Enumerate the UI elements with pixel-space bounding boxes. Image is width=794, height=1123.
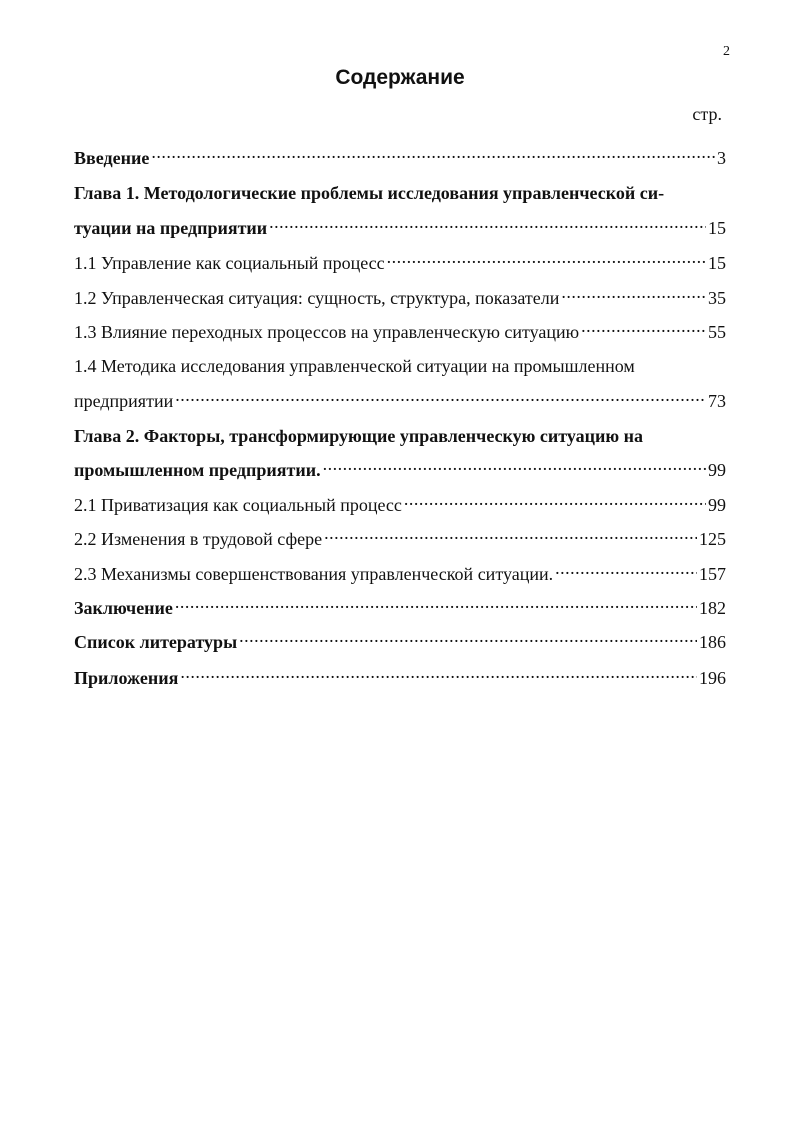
toc-entry-title: туации на предприятии	[74, 218, 268, 238]
toc-entry[interactable]	[74, 175, 726, 203]
toc-leader-dots	[180, 660, 697, 684]
toc-leader-dots	[175, 383, 706, 407]
toc-leader-dots	[175, 590, 697, 614]
toc-leader-dots	[323, 452, 706, 476]
toc-entry-title: 2.2 Изменения в трудовой сфере	[74, 529, 323, 549]
toc-entry[interactable]	[74, 556, 726, 584]
toc-entry[interactable]	[74, 314, 726, 342]
toc-entry-title: промышленном предприятии.	[74, 460, 321, 480]
toc-leader-dots	[269, 210, 706, 234]
toc-entry-title: 1.4 Методика исследования управленческой ситуации на промышленном	[74, 356, 635, 376]
toc-entry-title: 2.1 Приватизация как социальный процесс	[74, 495, 402, 515]
toc-entry[interactable]	[74, 280, 726, 308]
toc-entry-title: 2.3 Механизмы совершенствования управленческой ситуации.	[74, 564, 554, 584]
toc-entry[interactable]	[74, 418, 726, 446]
toc-leader-dots	[151, 140, 715, 164]
page-number: 2	[723, 44, 730, 59]
toc-leader-dots	[645, 418, 724, 442]
toc-leader-dots	[581, 314, 706, 338]
toc-entry-page: 157	[699, 564, 726, 584]
toc-leader-dots	[324, 521, 697, 545]
toc-leader-dots	[637, 348, 724, 372]
toc-entry-page: 99	[708, 460, 726, 480]
toc-entry[interactable]	[74, 452, 726, 480]
toc-entry[interactable]	[74, 624, 726, 652]
toc-entry-page: 3	[717, 148, 726, 168]
toc-entry-page: 73	[708, 391, 726, 411]
toc-leader-dots	[555, 556, 697, 580]
toc-leader-dots	[404, 487, 706, 511]
toc-entry-page: 196	[699, 668, 726, 688]
toc-entry-page: 99	[708, 495, 726, 515]
toc-entry-title: Глава 2. Факторы, трансформирующие управленческую ситуацию на	[74, 426, 643, 446]
toc-entry-page: 35	[708, 288, 726, 308]
toc-entry-title: 1.2 Управленческая ситуация: сущность, структура, показатели	[74, 288, 560, 308]
toc-entry[interactable]	[74, 521, 726, 549]
toc-entry-title: 1.1 Управление как социальный процесс	[74, 253, 385, 273]
toc-leader-dots	[666, 175, 724, 199]
toc-entry-title: Заключение	[74, 598, 173, 618]
toc-entry[interactable]	[74, 245, 726, 273]
toc-entry-page: 15	[708, 253, 726, 273]
toc-entry[interactable]	[74, 487, 726, 515]
toc-entry[interactable]	[74, 383, 726, 411]
toc-entry-title: предприятии	[74, 391, 174, 411]
toc-leader-dots	[561, 280, 706, 304]
toc-leader-dots	[387, 245, 706, 269]
toc-entry[interactable]	[74, 140, 726, 168]
pages-column-label: стр.	[692, 104, 722, 124]
page-title: Содержание	[335, 66, 465, 89]
toc-entry-page: 182	[699, 598, 726, 618]
toc-leader-dots	[239, 624, 697, 648]
toc-entry-page: 125	[699, 529, 726, 549]
toc-entry-page: 55	[708, 322, 726, 342]
toc-entry-title: Введение	[74, 148, 150, 168]
toc-entry[interactable]	[74, 660, 726, 688]
toc-entry-title: Приложения	[74, 668, 179, 688]
toc-entry-title: 1.3 Влияние переходных процессов на управленческую ситуацию	[74, 322, 580, 342]
toc-entry-title: Глава 1. Методологические проблемы исследования управленческой си-	[74, 183, 665, 203]
toc-entry-page: 186	[699, 632, 726, 652]
toc-entry[interactable]	[74, 348, 726, 376]
toc-entry[interactable]	[74, 590, 726, 618]
toc-entry-page: 15	[708, 218, 726, 238]
toc-entry[interactable]	[74, 210, 726, 238]
toc-entry-title: Список литературы	[74, 632, 238, 652]
